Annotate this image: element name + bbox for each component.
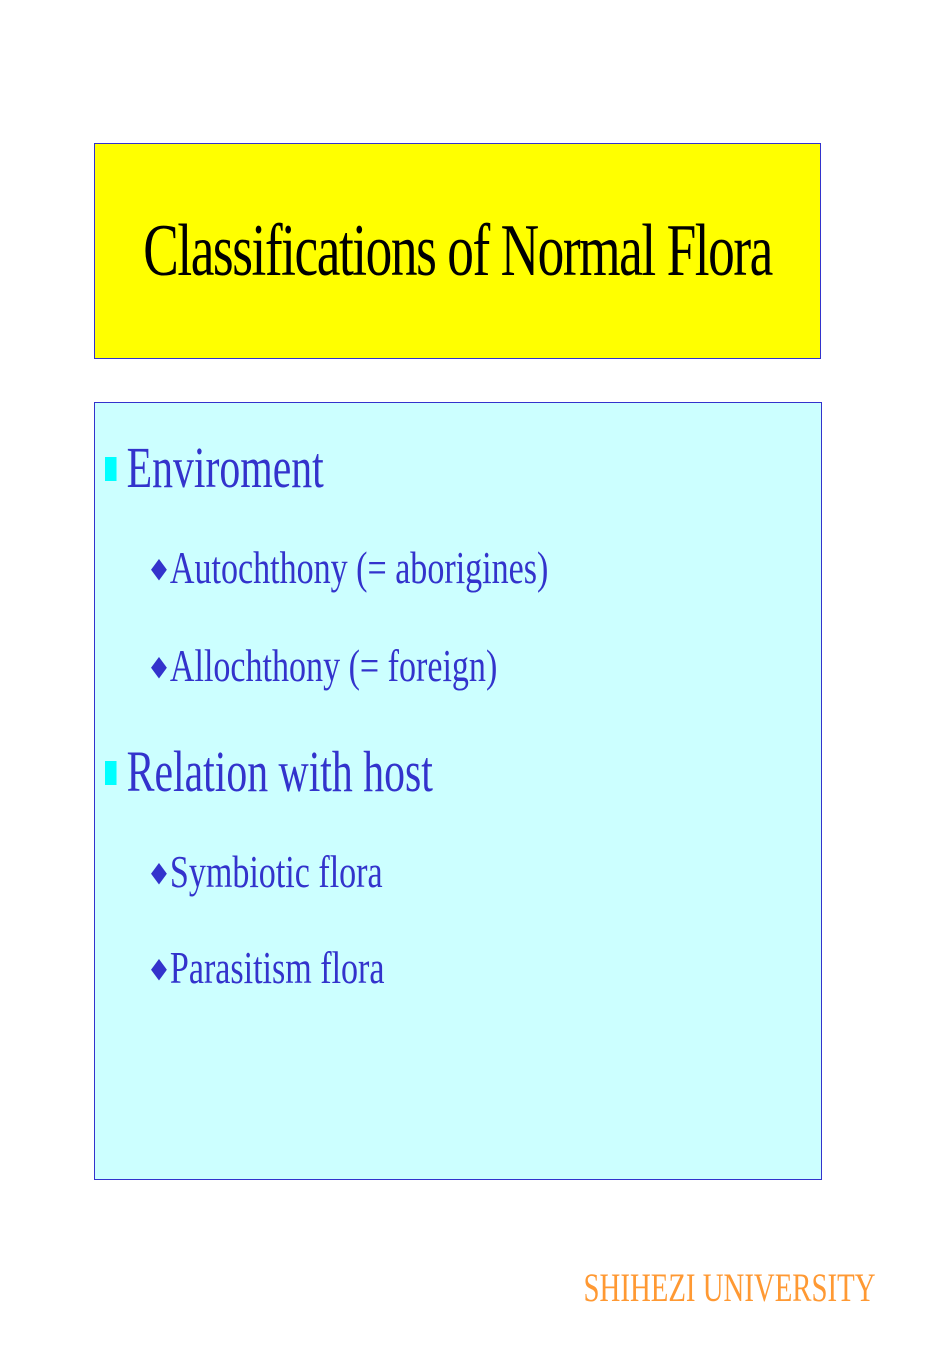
slide-title: Classifications of Normal Flora [143,210,772,292]
footer-university-name: SHIHEZI UNIVERSITY [584,1265,876,1310]
bullet-item-relation-with-host [105,739,433,804]
sub-bullet-label: Autochthony (= aborigines) [169,542,549,593]
content-box [94,402,822,1180]
sub-bullet-item-autochthony [151,542,549,593]
diamond-bullet-icon: ◆ [151,857,167,888]
sub-bullet-item-allochthony [151,640,498,691]
sub-bullet-item-parasitism [151,942,385,993]
sub-bullet-label: Parasitism flora [169,942,385,993]
bullet-label: Enviroment [126,435,324,500]
title-box [94,143,821,359]
diamond-bullet-icon: ◆ [151,953,167,984]
sub-bullet-label: Allochthony (= foreign) [169,640,498,691]
diamond-bullet-icon: ◆ [151,553,167,584]
diamond-bullet-icon: ◆ [151,651,167,682]
square-bullet-icon [105,457,117,481]
bullet-label: Relation with host [126,739,433,804]
square-bullet-icon [105,761,117,785]
bullet-item-environment [105,435,324,500]
sub-bullet-label: Symbiotic flora [169,846,383,897]
sub-bullet-item-symbiotic [151,846,383,897]
